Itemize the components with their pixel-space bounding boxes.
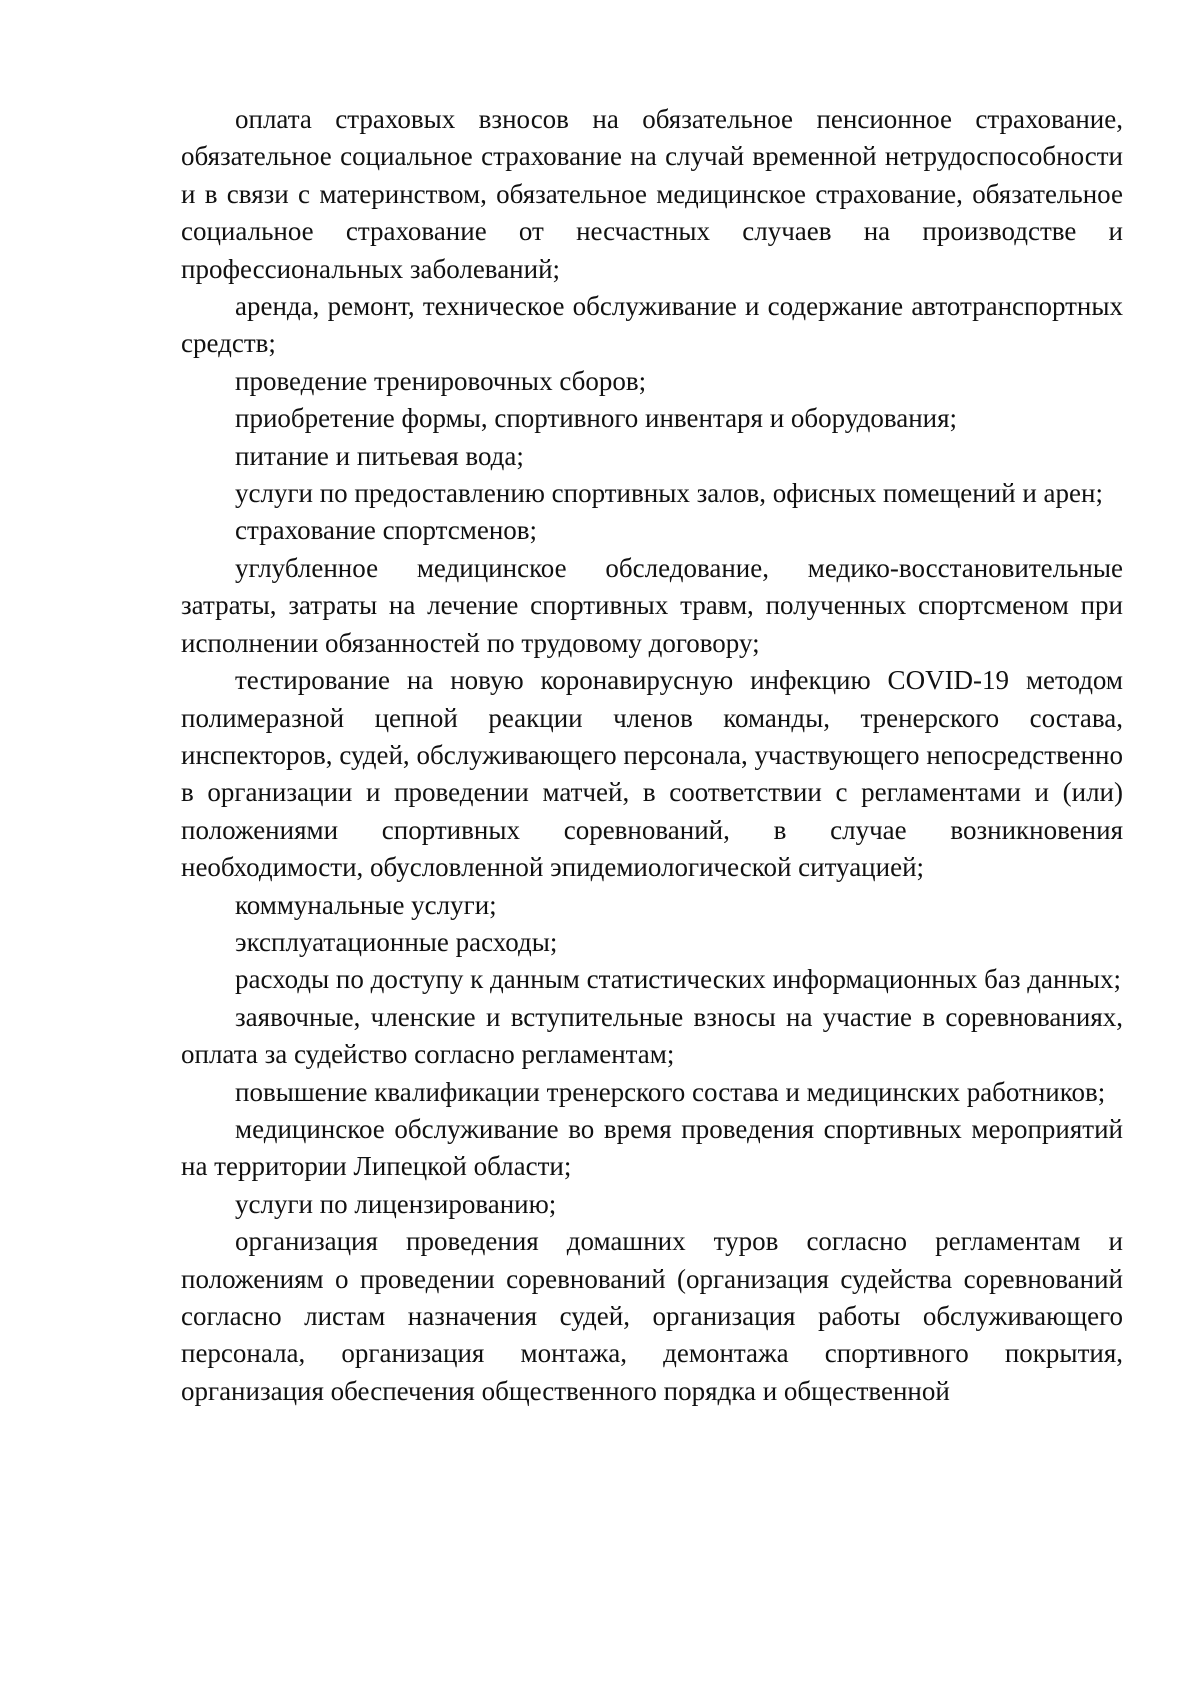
paragraph-medical-service: медицинское обслуживание во время проведения спортивных мероприятий на территории Липецкой области; bbox=[181, 1113, 1123, 1182]
paragraph-venue-services: услуги по предоставлению спортивных залов, офисных помещений и арен; bbox=[235, 478, 1103, 509]
paragraph-training-camps: проведение тренировочных сборов; bbox=[235, 365, 647, 396]
paragraph-database-access: расходы по доступу к данным статистических информационных баз данных; bbox=[235, 964, 1122, 995]
document-page bbox=[181, 101, 1123, 1410]
paragraph-equipment-purchase: приобретение формы, спортивного инвентаря и оборудования; bbox=[235, 403, 958, 434]
paragraph-entry-fees: заявочные, членские и вступительные взносы на участие в соревнованиях, оплата за судейство согласно регламентам; bbox=[181, 1001, 1123, 1070]
paragraph-operating-expenses: эксплуатационные расходы; bbox=[235, 926, 558, 957]
paragraph-licensing: услуги по лицензированию; bbox=[235, 1188, 557, 1219]
paragraph-utilities: коммунальные услуги; bbox=[235, 889, 497, 920]
paragraph-covid-testing: тестирование на новую коронавирусную инфекцию COVID-19 методом полимеразной цепной реакции членов команды, тренерского состава, инспекторов, судей, обслуживающего персонала, участвующего непосредственно в организации и проведении матчей, в соответствии с регламентами и (или) положениями спортивных соревнований, в случае возникновения необходимости, обусловленной эпидемиологической ситуацией; bbox=[181, 665, 1123, 883]
paragraph-staff-training: повышение квалификации тренерского состава и медицинских работников; bbox=[235, 1076, 1106, 1107]
paragraph-food-water: питание и питьевая вода; bbox=[235, 440, 524, 471]
paragraph-athlete-insurance: страхование спортсменов; bbox=[235, 515, 538, 546]
paragraph-home-tours: организация проведения домашних туров согласно регламентам и положениям о проведении соревнований (организация судейства соревнований согласно листам назначения судей, организация работы обслуживающего персонала, организация монтажа, демонтажа спортивного покрытия, организация обеспечения общественного порядка и общественной bbox=[181, 1226, 1123, 1406]
paragraph-vehicle-rental: аренда, ремонт, техническое обслуживание и содержание автотранспортных средств; bbox=[181, 291, 1123, 359]
paragraph-medical-examination: углубленное медицинское обследование, медико-восстановительные затраты, затраты на лечение спортивных травм, полученных спортсменом при исполнении обязанностей по трудовому договору; bbox=[181, 552, 1123, 658]
paragraph-insurance-contributions: оплата страховых взносов на обязательное пенсионное страхование, обязательное социальное страхование на случай временной нетрудоспособности и в связи с материнством, обязательное медицинское страхование, обязательное социальное страхование от несчастных случаев на производстве и профессиональных заболеваний; bbox=[181, 104, 1123, 284]
